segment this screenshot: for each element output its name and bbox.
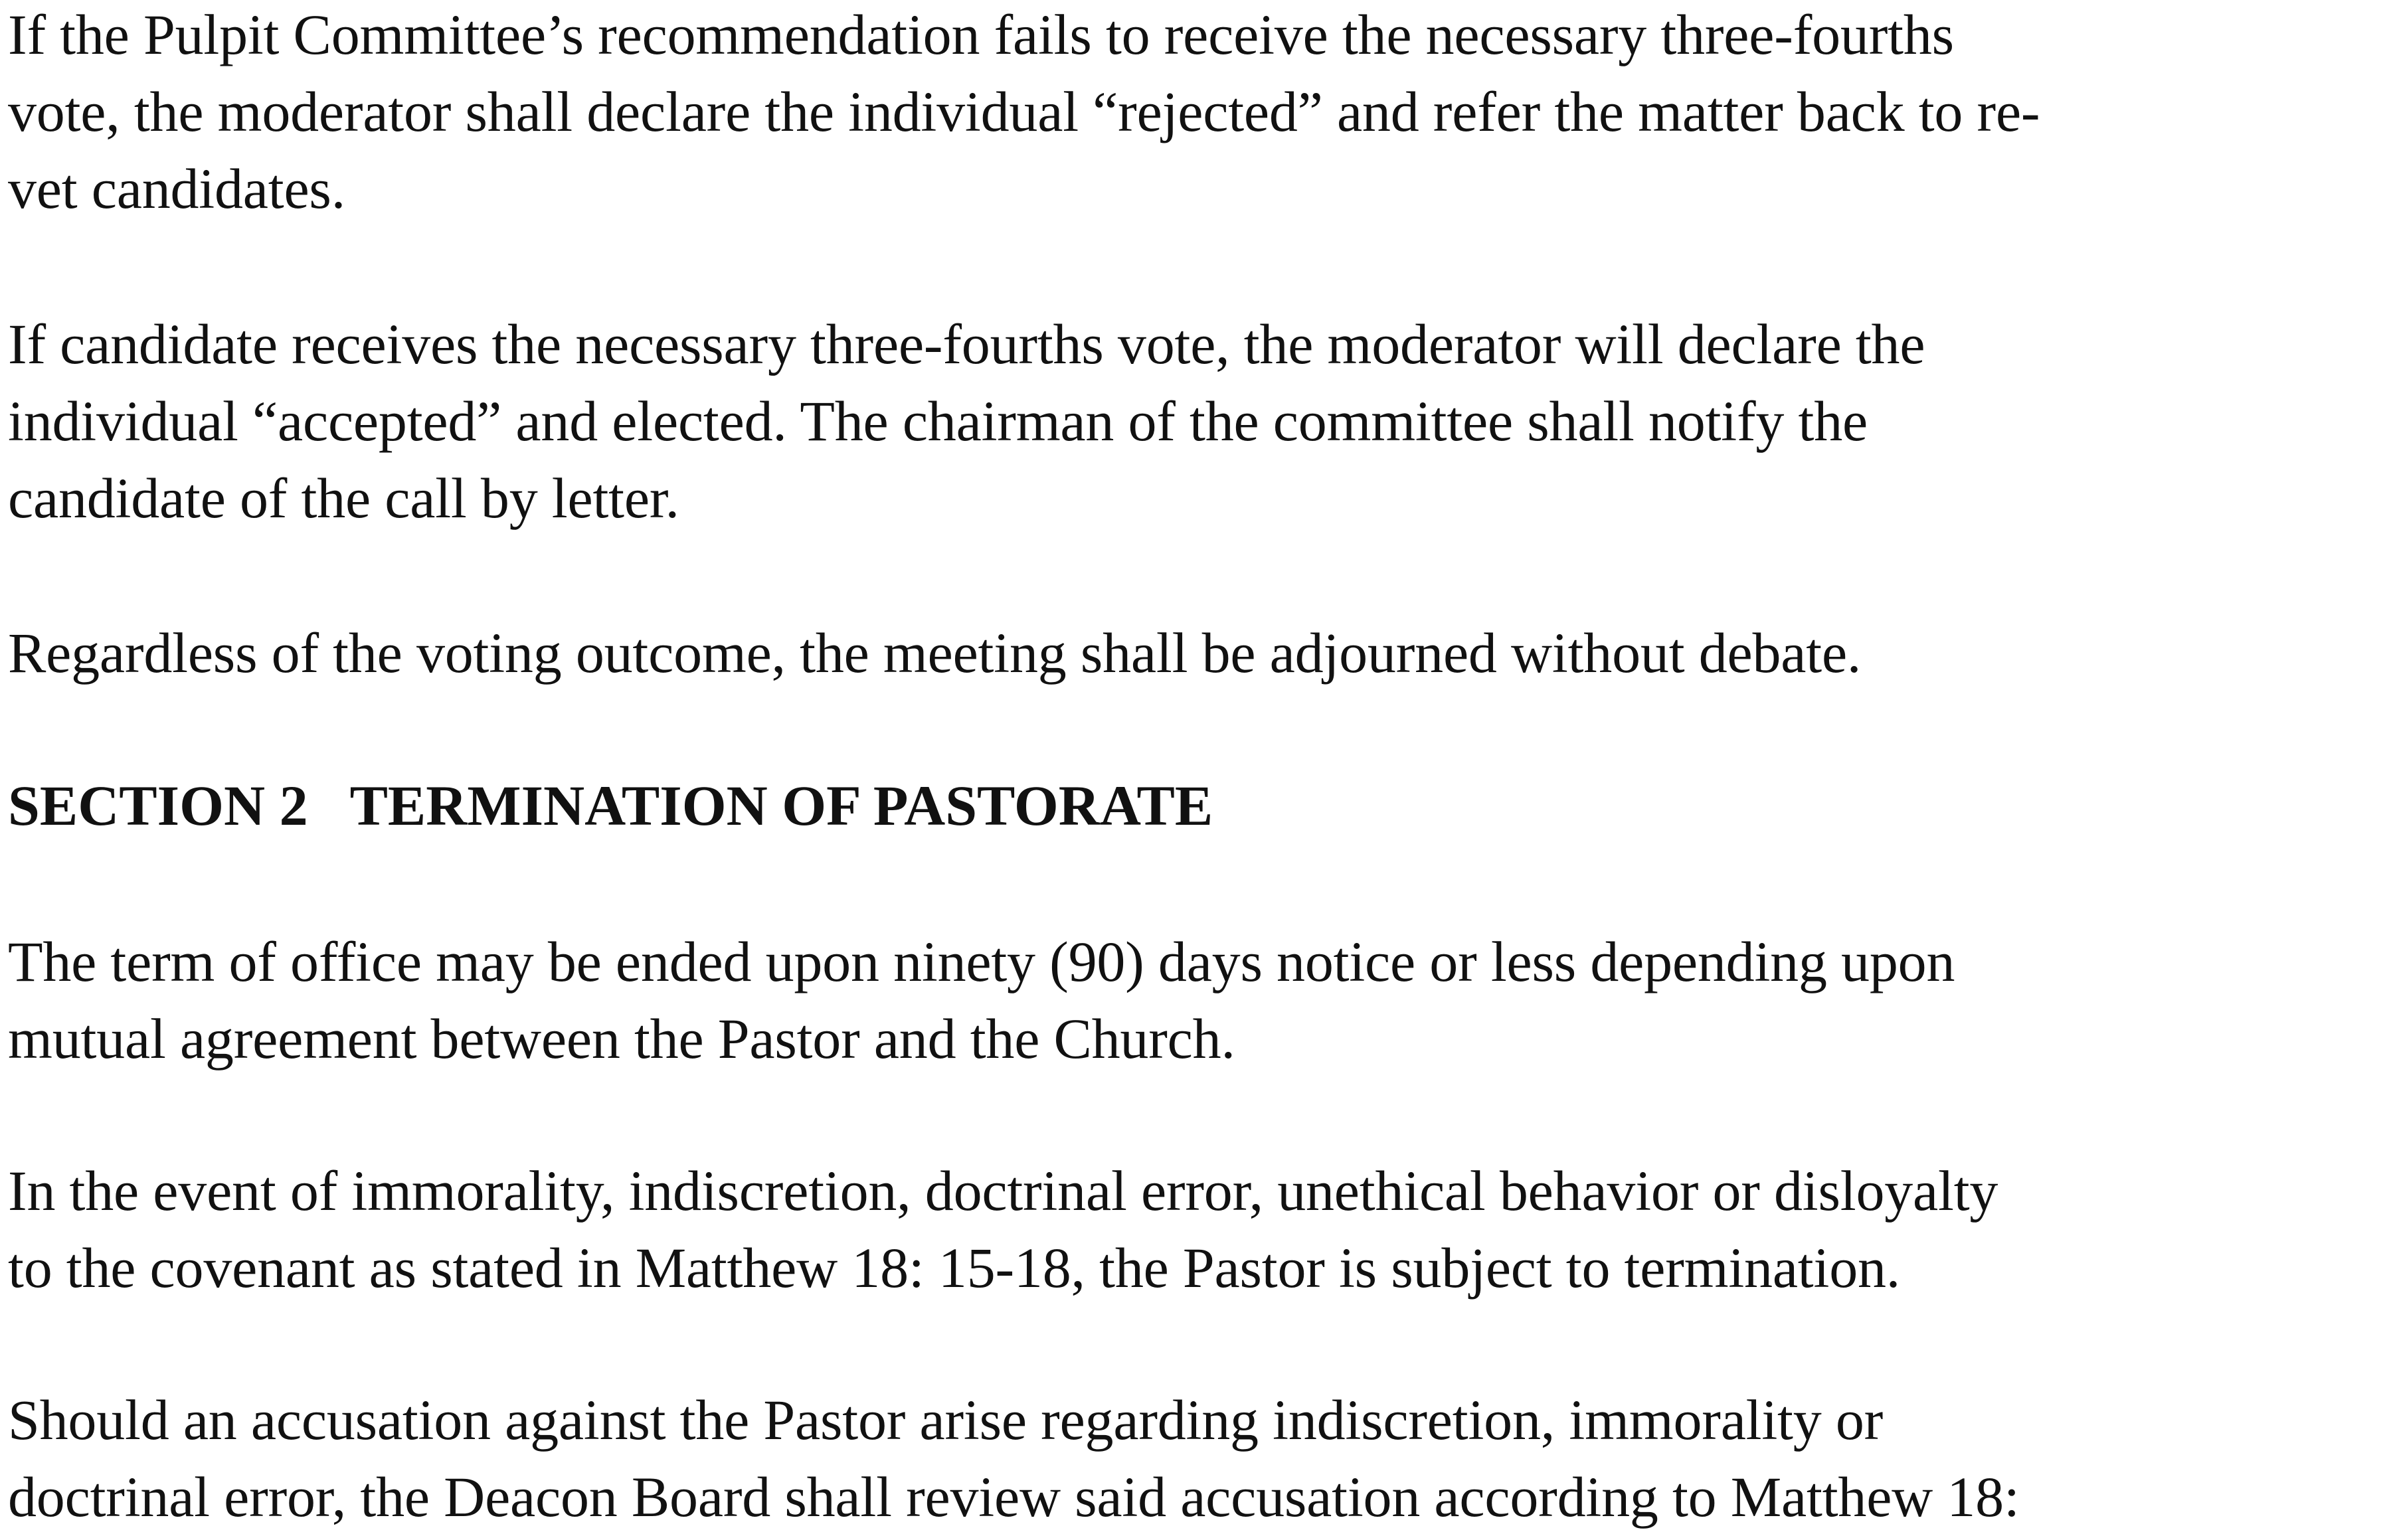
text-line: mutual agreement between the Pastor and the Church. (8, 1007, 1235, 1070)
paragraph-rejected-vote (8, 0, 2040, 227)
text-line: If the Pulpit Committee’s recommendation fails to receive the necessary three-fourths (8, 3, 1954, 66)
section-heading: SECTION 2 TERMINATION OF PASTORATE (8, 774, 1213, 837)
text-line: individual “accepted” and elected. The chairman of the committee shall notify the (8, 389, 1868, 453)
text-line: The term of office may be ended upon ninety (90) days notice or less depending upon (8, 930, 1955, 993)
paragraph-accusation-review (8, 1381, 2020, 1535)
paragraph-term-of-office (8, 923, 1955, 1077)
text-line: vet candidates. (8, 157, 346, 220)
text-line: to the covenant as stated in Matthew 18: 15-18, the Pastor is subject to termination. (8, 1236, 1901, 1300)
text-line: candidate of the call by letter. (8, 466, 679, 530)
text-line: If candidate receives the necessary three-fourths vote, the moderator will declare the (8, 312, 1925, 376)
paragraph-accepted-vote (8, 305, 1925, 537)
text-line: doctrinal error, the Deacon Board shall review said accusation according to Matthew 18: (8, 1465, 2020, 1529)
text-line: Regardless of the voting outcome, the meeting shall be adjourned without debate. (8, 621, 1862, 685)
text-line: Should an accusation against the Pastor arise regarding indiscretion, immorality or (8, 1388, 1884, 1452)
paragraph-termination-grounds (8, 1152, 1998, 1306)
text-line: vote, the moderator shall declare the individual “rejected” and refer the matter back to re- (8, 80, 2040, 143)
paragraph-adjournment (8, 614, 1861, 691)
text-line: In the event of immorality, indiscretion, doctrinal error, unethical behavior or disloyalty (8, 1159, 1998, 1223)
